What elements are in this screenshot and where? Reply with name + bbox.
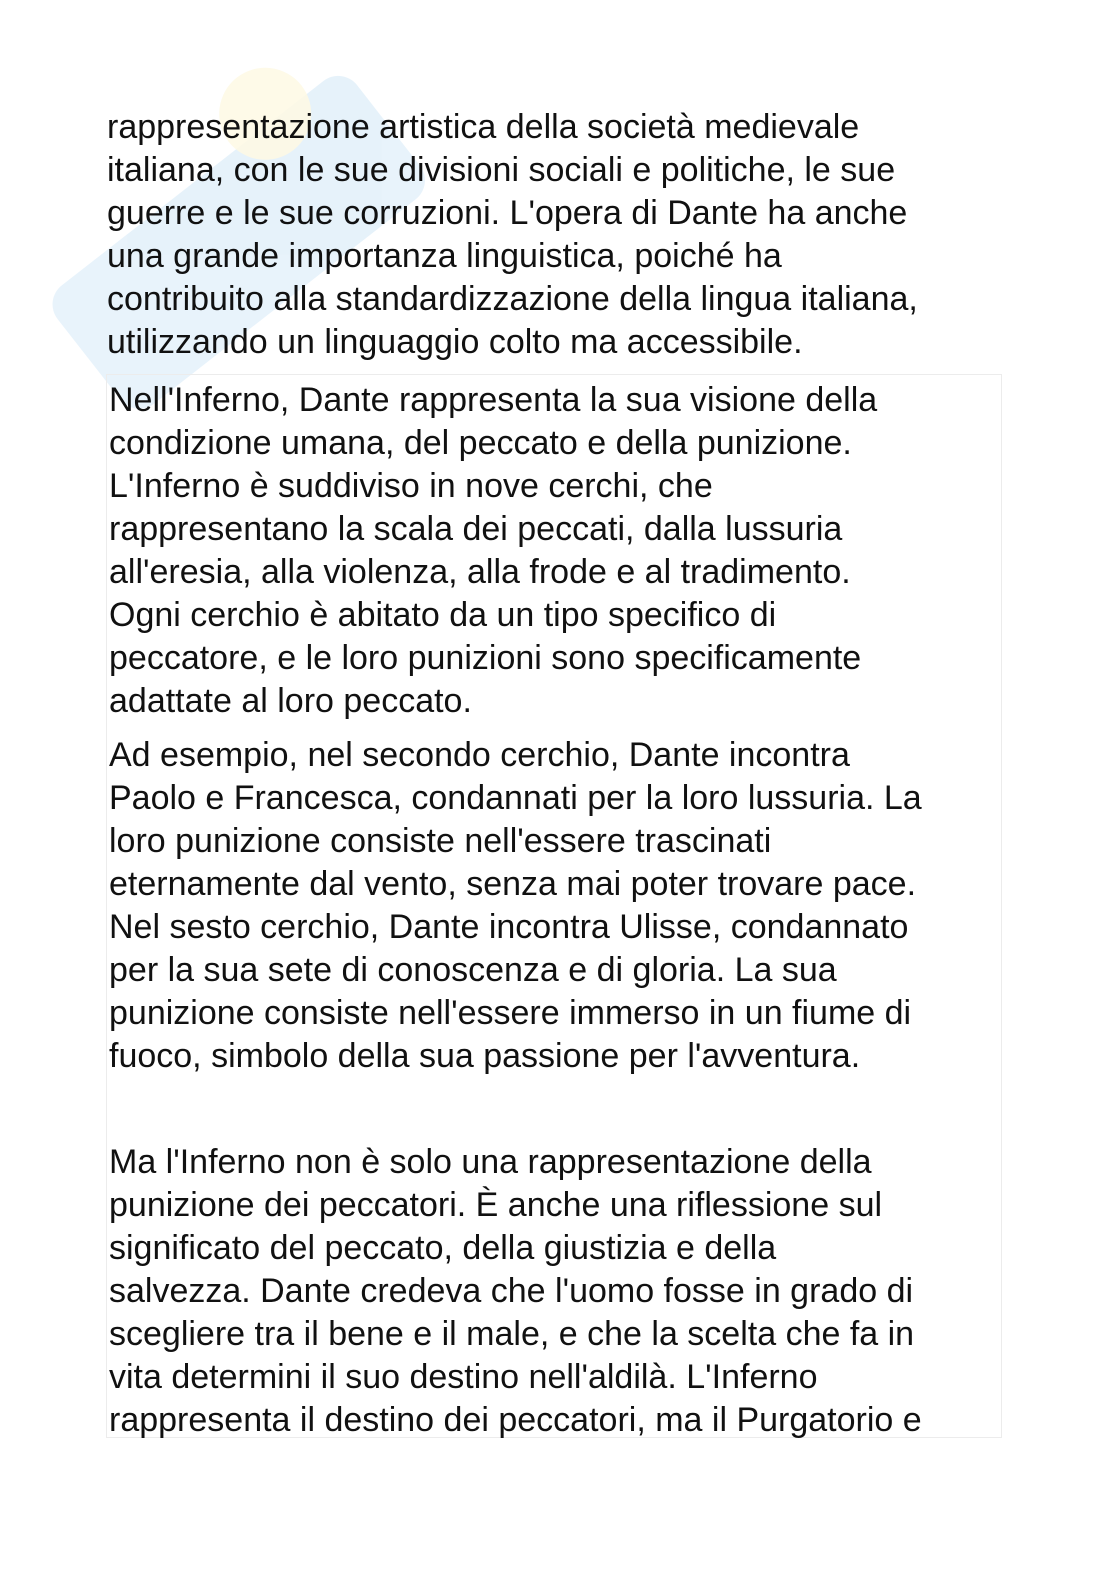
text-line: adattate al loro peccato. — [109, 682, 472, 720]
text-line: per la sua sete di conoscenza e di gloria. La sua — [109, 951, 837, 989]
text-line: fuoco, simbolo della sua passione per l'avventura. — [109, 1037, 861, 1075]
text-line: punizione dei peccatori. È anche una riflessione sul — [109, 1186, 883, 1224]
lead-paragraph — [107, 106, 1007, 364]
text-line: loro punizione consiste nell'essere trascinati — [109, 822, 772, 860]
text-line: Ogni cerchio è abitato da un tipo specifico di — [109, 596, 777, 634]
text-line: contribuito alla standardizzazione della lingua italiana, — [107, 280, 918, 318]
inferno-section — [106, 374, 1002, 1438]
text-line: guerre e le sue corruzioni. L'opera di Dante ha anche — [107, 194, 908, 232]
text-line: all'eresia, alla violenza, alla frode e al tradimento. — [109, 553, 851, 591]
text-line: una grande importanza linguistica, poiché ha — [107, 237, 782, 275]
text-line: Paolo e Francesca, condannati per la loro lussuria. La — [109, 779, 922, 817]
text-line: significato del peccato, della giustizia e della — [109, 1229, 777, 1267]
text-line: condizione umana, del peccato e della punizione. — [109, 424, 852, 462]
text-line: italiana, con le sue divisioni sociali e politiche, le sue — [107, 151, 896, 189]
text-line: vita determini il suo destino nell'aldilà. L'Inferno — [109, 1358, 818, 1396]
text-line: rappresentazione artistica della società medievale — [107, 108, 860, 146]
text-line: salvezza. Dante credeva che l'uomo fosse in grado di — [109, 1272, 914, 1310]
text-line: punizione consiste nell'essere immerso in un fiume di — [109, 994, 912, 1032]
text-line: rappresentano la scala dei peccati, dalla lussuria — [109, 510, 843, 548]
text-line: peccatore, e le loro punizioni sono specificamente — [109, 639, 862, 677]
text-line: rappresenta il destino dei peccatori, ma il Purgatorio e — [109, 1401, 922, 1439]
text-line: scegliere tra il bene e il male, e che la scelta che fa in — [109, 1315, 915, 1353]
text-line: utilizzando un linguaggio colto ma accessibile. — [107, 323, 803, 361]
text-line: Ad esempio, nel secondo cerchio, Dante incontra — [109, 736, 850, 774]
text-line: L'Inferno è suddiviso in nove cerchi, che — [109, 467, 713, 505]
text-line: eternamente dal vento, senza mai poter trovare pace. — [109, 865, 917, 903]
text-line: Nell'Inferno, Dante rappresenta la sua visione della — [109, 381, 878, 419]
text-line: Nel sesto cerchio, Dante incontra Ulisse, condannato — [109, 908, 909, 946]
text-line: Ma l'Inferno non è solo una rappresentazione della — [109, 1143, 872, 1181]
